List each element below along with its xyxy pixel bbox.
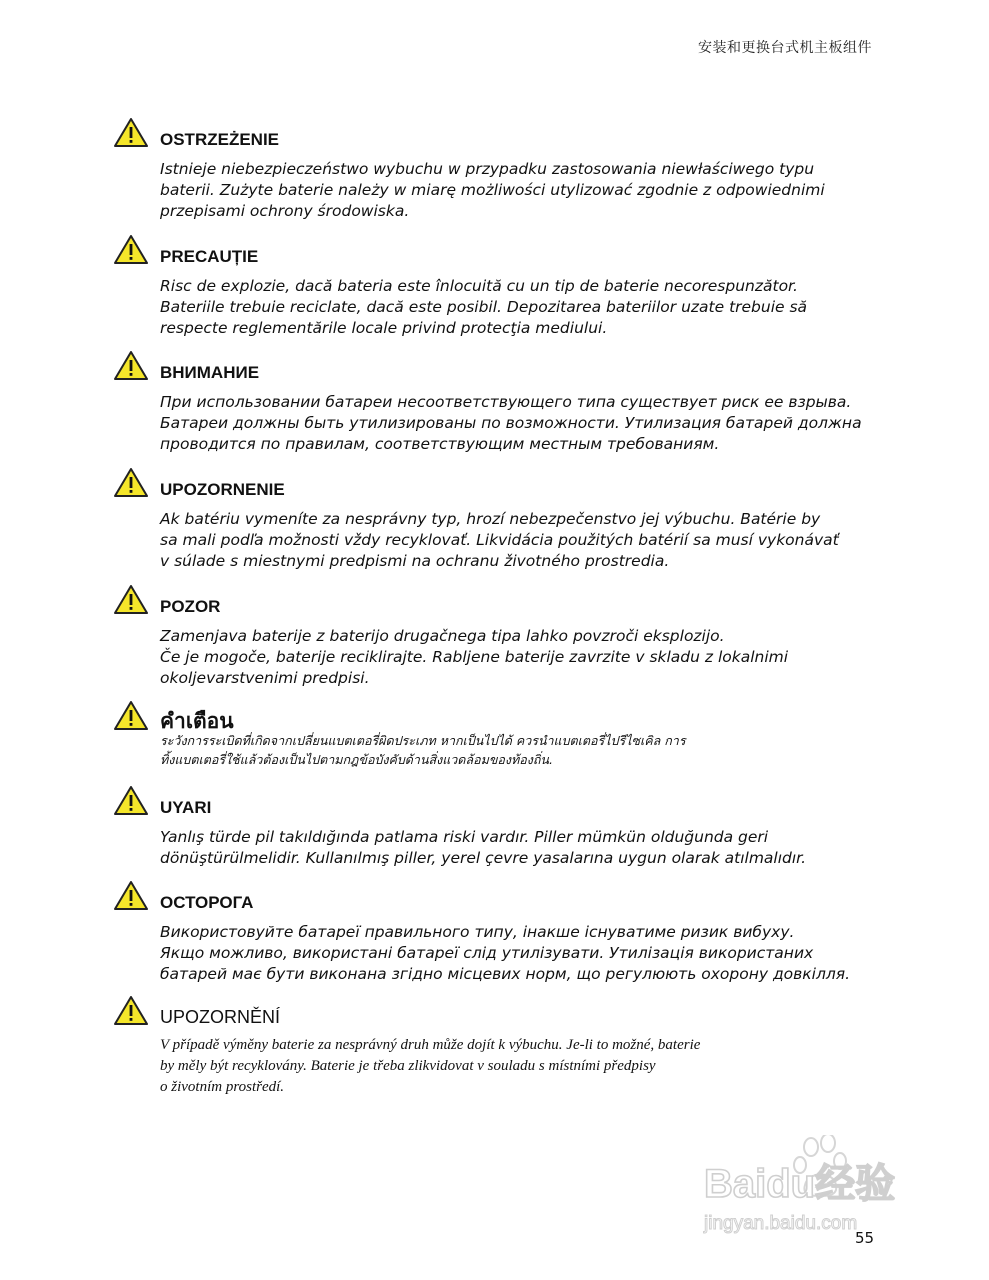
warning-text <box>160 276 900 339</box>
warning-text-line: baterii. Zużyte baterie należy w miarę możliwości utylizować zgodnie z odpowiednimi <box>160 181 825 199</box>
warning-text-line: Використовуйте батареї правильного типу, інакше існуватиме ризик вибуху. <box>160 923 795 941</box>
baidu-watermark <box>700 1135 940 1235</box>
warning-text-line: ระวังการระเบิดที่เกิดจากเปลี่ยนแบตเตอรี่ผิดประเภท หากเป็นไปได้ ควรนำแบตเตอรี่ไปรีไซเคิล การ <box>160 733 686 748</box>
warning-title: PRECAUȚIE <box>160 247 259 266</box>
page-number: 55 <box>855 1229 875 1247</box>
warning-text-line: okoljevarstvenimi predpisi. <box>160 669 370 687</box>
warning-text <box>160 1035 900 1098</box>
warning-text <box>160 731 900 769</box>
warning-triangle-icon <box>113 117 149 149</box>
warning-triangle-icon <box>113 584 149 616</box>
warning-text-line: Ak batériu vymeníte za nesprávny typ, hrozí nebezpečenstvo jej výbuchu. Batérie by <box>160 510 821 528</box>
warning-triangle-icon <box>113 234 149 266</box>
warning-text-line: При использовании батареи несоответствующего типа существует риск ее взрыва. <box>160 393 852 411</box>
warning-triangle-icon <box>113 700 149 732</box>
warning-text <box>160 626 900 689</box>
warning-title: ВНИМАНИЕ <box>160 363 260 382</box>
warning-text-line: Istnieje niebezpieczeństwo wybuchu w przypadku zastosowania niewłaściwego typu <box>160 160 815 178</box>
warning-text <box>160 159 900 222</box>
warning-title: คำเตือน <box>160 710 234 733</box>
warning-text-line: Če je mogoče, baterije reciklirajte. Rabljene baterije zavrzite v skladu z lokalnimi <box>160 648 789 666</box>
warning-title: UPOZORNĚNÍ <box>160 1007 281 1027</box>
warning-title: UYARI <box>160 798 212 817</box>
warning-text-line: Bateriile trebuie reciclate, dacă este posibil. Depozitarea bateriilor uzate trebuie să <box>160 298 808 316</box>
warning-text-line: проводится по правилам, соответствующим местным требованиям. <box>160 435 720 453</box>
warning-triangle-icon <box>113 785 149 817</box>
warning-text <box>160 509 900 572</box>
warning-title: ОСТОРОГА <box>160 893 254 912</box>
watermark-brand-text: Baidu经验 <box>704 1162 896 1206</box>
warning-text-line: przepisami ochrony środowiska. <box>160 202 410 220</box>
warning-text-line: v súlade s miestnymi predpismi na ochranu životného prostredia. <box>160 552 670 570</box>
warning-text-line: sa mali podľa možnosti vždy recyklovať. Likvidácia použitých batérií sa musí vykonávať <box>160 531 839 549</box>
page-header-title: 安装和更换台式机主板组件 <box>698 40 872 56</box>
warning-text-line: ทิ้งแบตเตอรี่ใช้แล้วต้องเป็นไปตามกฎข้อบังคับด้านสิ่งแวดล้อมของท้องถิ่น. <box>160 752 553 767</box>
warning-title: POZOR <box>160 597 221 616</box>
warning-text-line: dönüştürülmelidir. Kullanılmış piller, yerel çevre yasalarına uygun olarak atılmalıdır. <box>160 849 807 867</box>
warning-text <box>160 392 900 455</box>
warning-triangle-icon <box>113 880 149 912</box>
warning-text-line: by měly být recyklovány. Baterie je třeba zlikvidovat v souladu s místními předpisy <box>160 1058 656 1074</box>
watermark-url-text: jingyan.baidu.com <box>704 1213 858 1234</box>
warning-text-line: V případě výměny baterie za nesprávný druh může dojít k výbuchu. Je-li to možné, baterie <box>160 1037 701 1053</box>
warning-text-line: o životním prostředí. <box>160 1079 285 1095</box>
warning-text-line: respecte reglementările locale privind protecţia mediului. <box>160 319 608 337</box>
warning-text <box>160 827 900 869</box>
warning-triangle-icon <box>113 350 149 382</box>
warning-title: OSTRZEŻENIE <box>160 130 280 149</box>
warning-text-line: батарей має бути виконана згідно місцевих норм, що регулюють охорону довкілля. <box>160 965 851 983</box>
warning-triangle-icon <box>113 467 149 499</box>
warning-text-line: Батареи должны быть утилизированы по возможности. Утилизация батарей должна <box>160 414 862 432</box>
warning-text-line: Якщо можливо, використані батареї слід утилізувати. Утилізація використаних <box>160 944 814 962</box>
warning-text <box>160 922 900 985</box>
warning-text-line: Risc de explozie, dacă bateria este înlocuită cu un tip de baterie necorespunzător. <box>160 277 798 295</box>
warning-text-line: Zamenjava baterije z baterijo drugačnega tipa lahko povzroči eksplozijo. <box>160 627 725 645</box>
warning-title: UPOZORNENIE <box>160 480 285 499</box>
warning-triangle-icon <box>113 995 149 1027</box>
warning-text-line: Yanlış türde pil takıldığında patlama riski vardır. Piller mümkün olduğunda geri <box>160 828 769 846</box>
